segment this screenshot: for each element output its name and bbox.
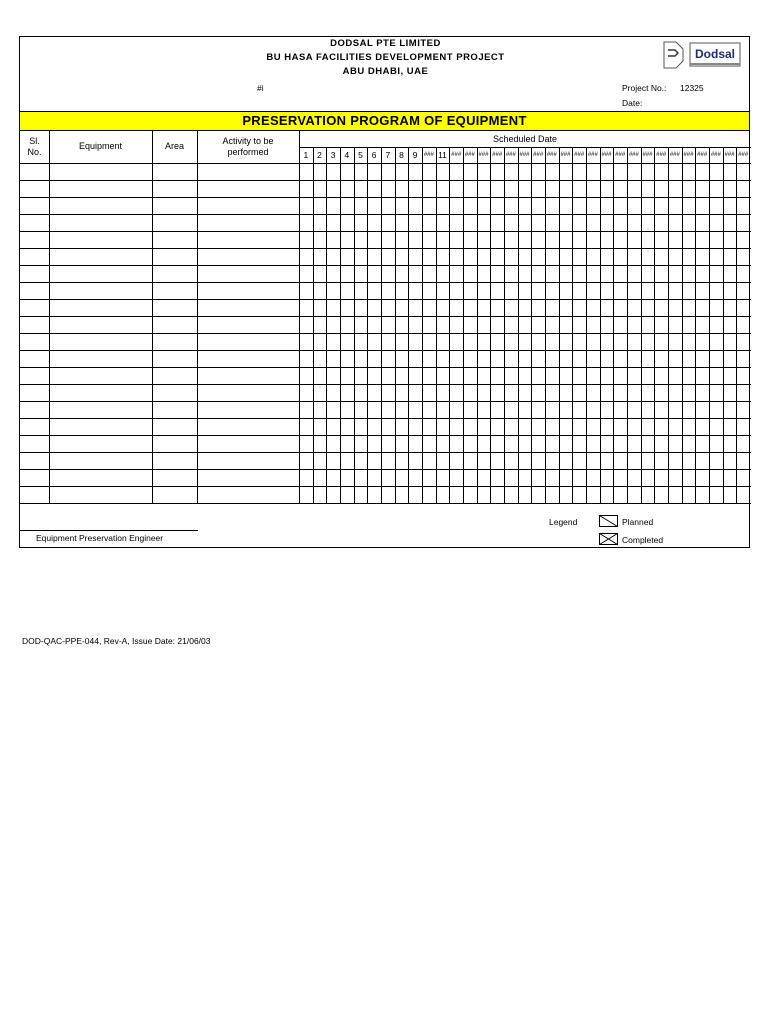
day-label: ### [601, 152, 612, 158]
legend-completed-label: Completed [622, 535, 664, 545]
day-label: ### [656, 152, 667, 158]
day-label: ### [642, 152, 653, 158]
day-label: ### [533, 152, 544, 158]
day-label: 3 [330, 150, 336, 160]
day-label: ### [683, 152, 694, 158]
company-name: DODSAL PTE LIMITED [330, 38, 441, 49]
day-label: 8 [399, 150, 404, 160]
day-label: ### [669, 152, 680, 158]
day-label: 4 [344, 150, 350, 160]
day-label: 5 [358, 150, 363, 160]
day-label: 11 [438, 150, 447, 160]
day-label: 9 [412, 150, 418, 160]
col-header-activity-line1: Activity to be [222, 136, 274, 146]
legend-planned-icon [599, 515, 618, 527]
day-label: ### [628, 152, 639, 158]
day-label: 1 [303, 150, 309, 160]
day-label: ### [560, 152, 571, 158]
project-name: BU HASA FACILITIES DEVELOPMENT PROJECT [266, 52, 505, 63]
col-header-scheduled-date: Scheduled Date [492, 134, 558, 144]
col-header-equipment: Equipment [78, 141, 123, 151]
day-label: 2 [317, 150, 322, 160]
legend-planned-label: Planned [622, 517, 654, 527]
day-label: ### [697, 152, 708, 158]
day-label: ### [478, 152, 489, 158]
day-label: ### [546, 152, 557, 158]
day-label: ### [574, 152, 585, 158]
day-label: 6 [371, 150, 377, 160]
day-label: ### [710, 152, 721, 158]
day-label: ### [451, 152, 462, 158]
day-label: ### [738, 152, 749, 158]
col-header-sl-line1: Sl. [29, 136, 40, 146]
signatory-label: Equipment Preservation Engineer [36, 533, 164, 543]
form-title: PRESERVATION PROGRAM OF EQUIPMENT [242, 113, 527, 128]
day-label: ### [724, 152, 735, 158]
schedule-grid [20, 130, 751, 550]
dodsal-logo [660, 40, 742, 70]
project-location: ABU DHABI, UAE [342, 66, 429, 77]
project-no-label: Project No.: [622, 83, 667, 93]
date-label: Date: [622, 98, 643, 108]
col-header-activity-line2: performed [227, 147, 269, 157]
col-header-sl-line2: No. [27, 147, 42, 157]
preservation-form [19, 36, 750, 548]
day-label: 7 [385, 150, 391, 160]
signature-line [20, 530, 198, 531]
project-no-value: 12325 [680, 83, 704, 93]
hash-marker: #i [257, 83, 264, 93]
legend-label: Legend [549, 517, 578, 527]
day-label: ### [587, 152, 598, 158]
day-label: ### [615, 152, 626, 158]
day-label: ### [519, 152, 530, 158]
logo-text: Dodsal [695, 47, 736, 61]
document-reference: DOD-QAC-PPE-044, Rev-A, Issue Date: 21/06/03 [22, 636, 211, 646]
day-label: ### [423, 152, 434, 158]
legend-completed-icon [599, 533, 618, 545]
col-header-area: Area [164, 141, 184, 151]
day-label: ### [505, 152, 516, 158]
day-label: ### [464, 152, 475, 158]
day-label: ### [492, 152, 503, 158]
col-header-activity [197, 136, 299, 158]
col-header-sl-no [20, 136, 49, 158]
title-banner [20, 111, 749, 131]
